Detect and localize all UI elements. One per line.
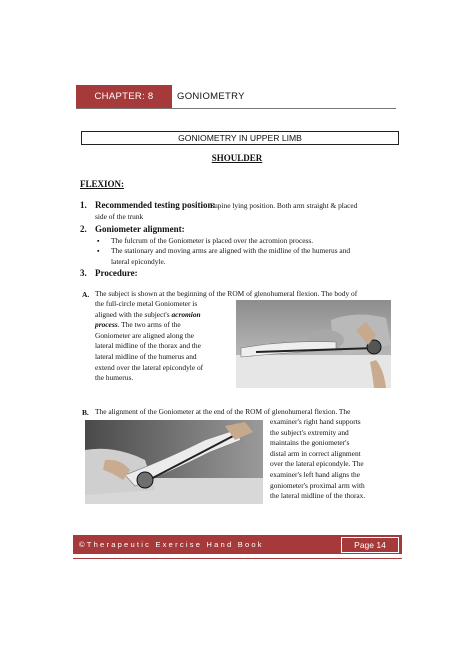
item-number: 1.	[80, 200, 87, 210]
text-line: the lateral midline of the thorax.	[270, 491, 366, 501]
chapter-label: CHAPTER: 8	[76, 85, 172, 108]
footer-divider	[73, 558, 402, 559]
item-heading: Recommended testing position:	[95, 200, 216, 210]
bullet-item: ▪ The fulcrum of the Goniometer is placed over the acromion process.	[111, 236, 401, 247]
page-number: Page 14	[341, 537, 399, 553]
item-number: 2.	[80, 224, 87, 234]
text-line: extend over the lateral epicondyle of	[95, 362, 204, 372]
procedure-text: The alignment of the Goniometer at the end of the ROM of glenohumeral flexion. The	[95, 407, 351, 416]
procedure-paragraph	[270, 417, 402, 502]
chapter-header	[76, 85, 396, 108]
text-line: distal arm in correct alignment	[270, 448, 361, 458]
text-line: lateral midline of the humerus and	[95, 351, 197, 361]
text-line: examiner's left hand aligns the	[270, 469, 360, 479]
bullet-item-continued: lateral epicondyle.	[111, 257, 166, 266]
item-heading: Procedure:	[95, 268, 138, 278]
topic-heading: FLEXION:	[80, 179, 125, 189]
text-line: the full-circle metal Goniometer is	[95, 299, 198, 308]
text-line: over the lateral epicondyle. The	[270, 459, 364, 469]
text-line: examiner's right hand supports	[270, 417, 361, 426]
bullet-item: ▪ The stationary and moving arms are aligned with the midline of the humerus and	[111, 246, 401, 257]
text-line: maintains the goniometer's	[270, 438, 350, 448]
item-heading: Goniometer alignment:	[95, 224, 185, 234]
text-line: process. The two arms of the	[95, 320, 181, 330]
procedure-paragraph	[95, 299, 232, 384]
chapter-name: GONIOMETRY	[177, 91, 245, 102]
section-title: GONIOMETRY IN UPPER LIMB	[81, 131, 399, 145]
footer-banner	[73, 535, 402, 554]
header-divider	[76, 108, 396, 109]
text-line: goniometer's proximal arm with	[270, 480, 365, 490]
item-body-continued: side of the trunk	[95, 212, 144, 221]
procedure-marker: B.	[82, 408, 89, 417]
text-line: the subject's extremity and	[270, 427, 349, 437]
text-line: aligned with the subject's acromion	[95, 309, 201, 319]
item-number: 3.	[80, 268, 87, 278]
procedure-marker: A.	[82, 290, 90, 299]
footer-title: ©Therapeutic Exercise Hand Book	[79, 540, 264, 549]
procedure-text: The subject is shown at the beginning of the ROM of glenohumeral flexion. The body of	[95, 289, 358, 298]
text-line: lateral midline of the thorax and the	[95, 341, 201, 351]
text-line: the humerus.	[95, 373, 134, 383]
text-line: Goniometer are aligned along the	[95, 330, 194, 340]
page-subtitle: SHOULDER	[211, 153, 263, 163]
item-body: Supine lying position. Both arm straight & placed	[210, 201, 358, 210]
photo-goniometer-end	[85, 420, 263, 504]
photo-goniometer-start	[236, 300, 391, 388]
